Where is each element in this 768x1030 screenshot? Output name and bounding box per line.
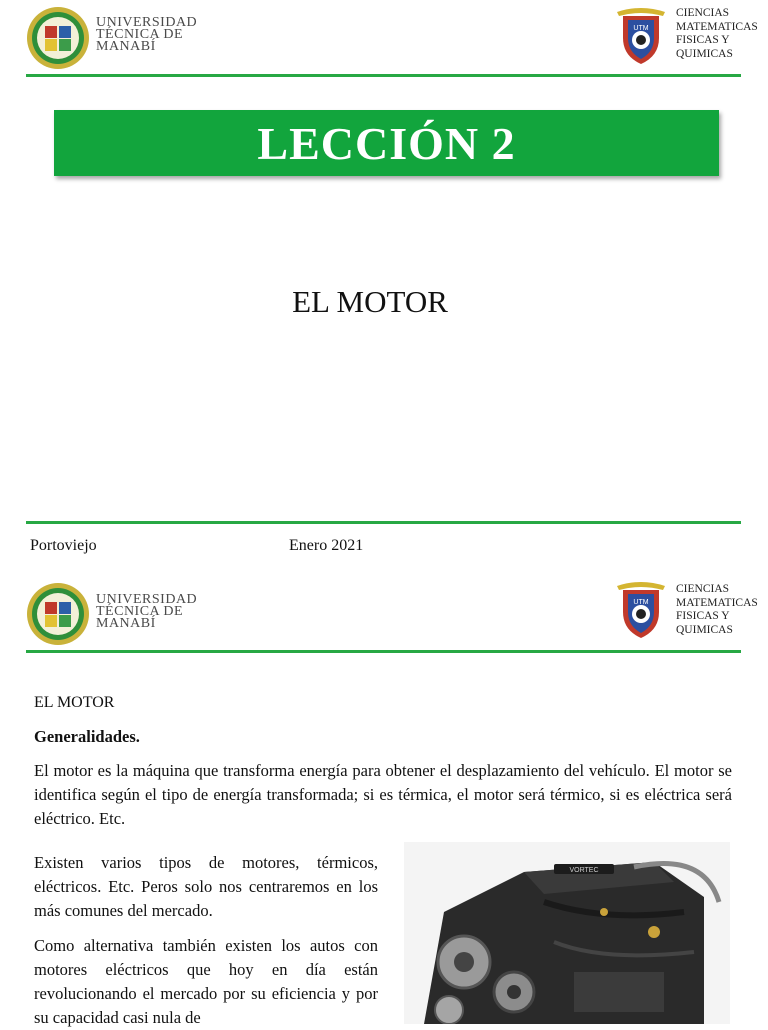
header-divider (26, 74, 741, 77)
section-heading: Generalidades. (34, 727, 140, 746)
faculty-name-line3: FISICAS Y (676, 34, 730, 46)
engine-label: VORTEC (569, 867, 599, 874)
paragraph-1: El motor es la máquina que transforma energía para obtener el desplazamiento del vehículo. El motor se identifica según el tipo de energía transformada; si es térmica, el motor será térmico, si es eléctrica será eléctrico. Etc. (34, 761, 732, 828)
faculty-crest-icon (613, 4, 669, 66)
engine-image (404, 842, 730, 1024)
university-name-line3: MANABÍ (96, 616, 156, 631)
cover-subtitle: EL MOTOR (292, 284, 448, 319)
faculty-name-line2: MATEMATICAS (676, 20, 758, 33)
utm-logo (26, 6, 90, 70)
faculty-name (676, 7, 758, 61)
footer-divider (26, 521, 741, 524)
university-name-line1: UNIVERSIDAD (96, 15, 198, 30)
faculty-name-line2: MATEMATICAS (676, 596, 758, 609)
header-divider (26, 650, 741, 653)
faculty-name-line1: CIENCIAS (676, 7, 730, 19)
paragraph-2: Existen varios tipos de motores, térmicos, eléctricos. Etc. Peros solo nos centraremos en los más comunes del mercado. (34, 853, 378, 920)
university-name-line1: UNIVERSIDAD (96, 592, 198, 607)
faculty-name-line1: CIENCIAS (676, 583, 730, 595)
lesson-title: LECCIÓN 2 (257, 117, 516, 169)
university-name-line3: MANABÍ (96, 39, 156, 54)
lesson-banner (54, 110, 719, 176)
university-name-line2: TÉCNICA DE (96, 604, 184, 619)
section-title: EL MOTOR (34, 694, 115, 711)
university-name-line2: TÉCNICA DE (96, 27, 184, 42)
faculty-crest-icon (613, 578, 669, 640)
crest-text: UTM (633, 599, 649, 606)
cover-date: Enero 2021 (289, 537, 364, 554)
faculty-name-line3: FISICAS Y (676, 610, 730, 622)
faculty-name (676, 583, 758, 637)
university-name (96, 594, 197, 630)
faculty-name-line4: QUIMICAS (676, 623, 733, 636)
paragraph-3: Como alternativa también existen los autos con motores eléctricos que hoy en día están revolucionando el mercado por su eficiencia y por su capacidad casi nula de (34, 936, 378, 1027)
faculty-name-line4: QUIMICAS (676, 47, 733, 60)
crest-text: UTM (633, 25, 649, 32)
utm-logo (26, 582, 90, 646)
university-name (96, 17, 197, 53)
cover-city: Portoviejo (30, 537, 97, 554)
